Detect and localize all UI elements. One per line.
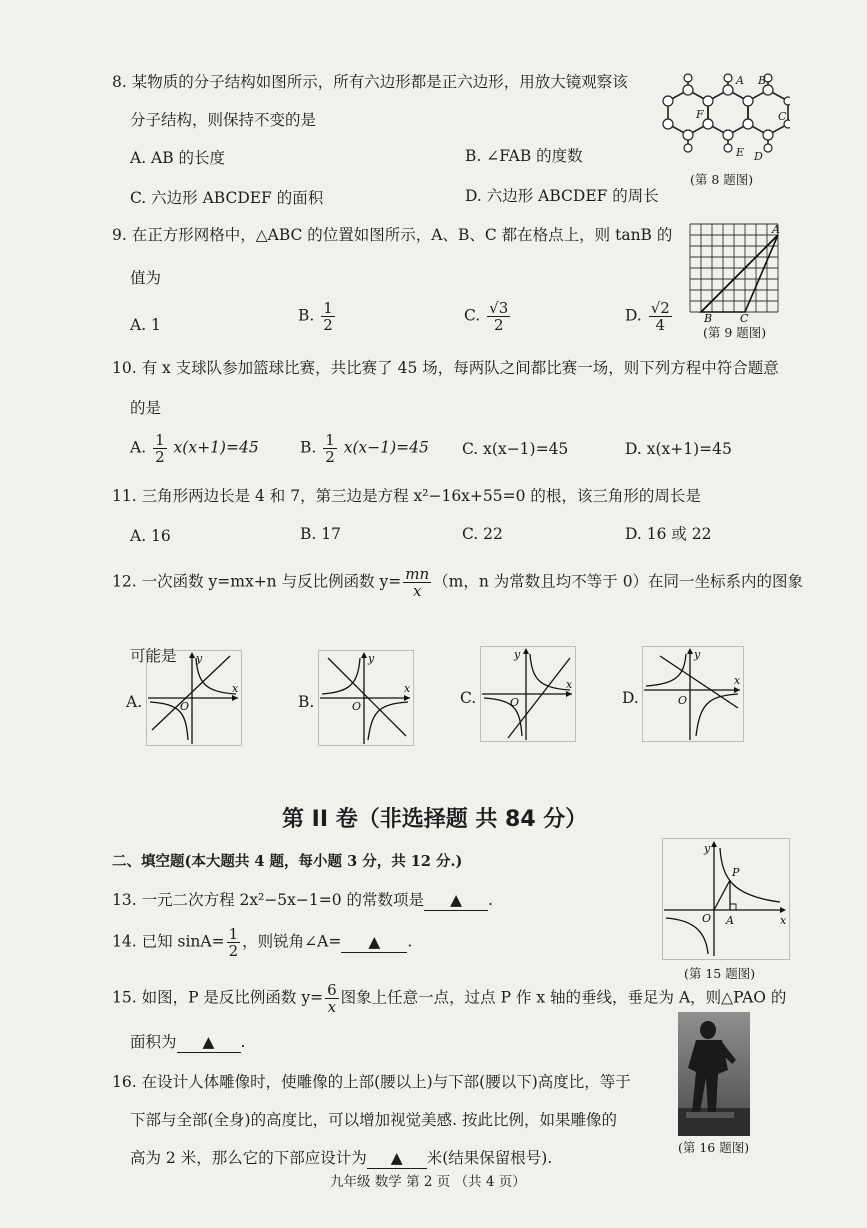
- q9-option-c-fraction: $\frac{√3}{2}$: [489, 299, 509, 334]
- q14-stem: 14. 已知 sinA= $\frac{1}{2}$ ，则锐角∠A= ▲ .: [112, 925, 413, 960]
- q8-label-f: F: [696, 108, 704, 121]
- q9-label-b: B: [704, 312, 713, 325]
- q12-c-x: x: [566, 678, 573, 691]
- q12-stem-line2: 可能是: [130, 647, 177, 665]
- q12-d-y: y: [694, 648, 701, 661]
- q8-label-c: C: [778, 110, 787, 123]
- q9-stem-line1: 9. 在正方形网格中，△ABC 的位置如图所示，A、B、C 都在格点上，则 tanB 的: [112, 226, 673, 244]
- q15-caption: (第 15 题图): [684, 966, 756, 981]
- q15-stem-line1: 15. 如图，P 是反比例函数 y= $\frac{6}{x}$ 图象上任意一点，过点 P 作 x 轴的垂线，垂足为 A，则△PAO 的: [112, 981, 787, 1016]
- q16-stem-line3: 高为 2 米，那么它的下部应设计为 ▲ 米(结果保留根号).: [130, 1149, 553, 1167]
- q16-stem-line1: 16. 在设计人体雕像时，使雕像的上部(腰以上)与下部(腰以下)高度比，等于: [112, 1073, 631, 1091]
- q12-d-origin: O: [678, 694, 688, 707]
- q8-caption: (第 8 题图): [690, 172, 754, 187]
- q15-label-y: y: [704, 842, 711, 855]
- q12-option-d-label: D.: [622, 689, 639, 707]
- q12-c-origin: O: [510, 696, 520, 709]
- q10-stem-line1: 10. 有 x 支球队参加篮球比赛，共比赛了 45 场，每两队之间都比赛一场，则下列方程中符合题意: [112, 359, 779, 377]
- q8-label-d: D: [754, 150, 763, 163]
- q12-stem-line1: 12. 一次函数 y=mx+n 与反比例函数 y= $\frac{mn}{x}$ （m，n 为常数且均不等于 0）在同一坐标系内的图象: [112, 565, 804, 600]
- q12-a-origin: O: [180, 700, 190, 713]
- q11-option-c: C. 22: [462, 525, 503, 543]
- q16-stem-line2: 下部与全部(全身)的高度比，可以增加视觉美感. 按此比例，如果雕像的: [130, 1111, 617, 1129]
- q9-option-a: A. 1: [130, 316, 161, 334]
- q10-option-b-fraction: $\frac{1}{2}$: [325, 431, 335, 466]
- q10-option-d: D. x(x+1)=45: [625, 440, 732, 458]
- q15-graph-figure: [662, 838, 790, 960]
- q12-c-y: y: [514, 648, 521, 661]
- q8-option-c: C. 六边形 ABCDEF 的面积: [130, 189, 324, 207]
- q15-fraction: $\frac{6}{x}$: [327, 981, 337, 1016]
- q12-a-x: x: [232, 682, 239, 695]
- q14-answer-blank[interactable]: ▲: [341, 932, 407, 953]
- q16-caption: (第 16 题图): [678, 1140, 750, 1155]
- page-footer: 九年级 数学 第 2 页 （共 4 页）: [330, 1174, 526, 1190]
- q8-label-a: A: [736, 74, 744, 87]
- q11-option-d: D. 16 或 22: [625, 525, 712, 543]
- q11-option-a: A. 16: [130, 527, 171, 545]
- q12-graph-c: [480, 646, 576, 742]
- q15-answer-blank[interactable]: ▲: [177, 1032, 241, 1053]
- q9-grid-figure: [688, 222, 786, 326]
- q15-stem-line2: 面积为 ▲ .: [130, 1033, 246, 1051]
- q9-option-b: B. $\frac{1}{2}$: [298, 299, 333, 334]
- q14-fraction: $\frac{1}{2}$: [228, 925, 239, 960]
- q9-option-d: D. $\frac{√2}{4}$: [625, 299, 670, 334]
- q12-graph-b: [318, 650, 414, 746]
- q12-b-y: y: [368, 652, 375, 665]
- q13-stem: 13. 一元二次方程 2x²−5x−1=0 的常数项是 ▲ .: [112, 891, 493, 909]
- q8-stem-line2: 分子结构，则保持不变的是: [130, 111, 317, 129]
- q11-option-b: B. 17: [300, 525, 341, 543]
- q8-option-d: D. 六边形 ABCDEF 的周长: [465, 187, 659, 205]
- q12-b-origin: O: [352, 700, 362, 713]
- q12-option-a-label: A.: [126, 693, 143, 711]
- q16-answer-blank[interactable]: ▲: [367, 1148, 427, 1169]
- q8-option-a: A. AB 的长度: [130, 149, 226, 167]
- q10-option-c: C. x(x−1)=45: [462, 440, 569, 458]
- q10-option-a: A. $\frac{1}{2}$ x(x+1)=45: [130, 431, 259, 466]
- q15-label-o: O: [702, 912, 712, 925]
- q12-d-x: x: [734, 674, 741, 687]
- q8-molecule-figure: [650, 70, 790, 170]
- q15-label-p: P: [732, 866, 740, 879]
- q13-answer-blank[interactable]: ▲: [424, 890, 488, 911]
- q8-option-b: B. ∠FAB 的度数: [465, 147, 583, 165]
- q12-graph-d: [642, 646, 744, 742]
- q8-stem-line1: 8. 某物质的分子结构如图所示，所有六边形都是正六边形，用放大镜观察该: [112, 73, 628, 91]
- q12-option-c-label: C.: [460, 689, 477, 707]
- q9-label-c: C: [740, 312, 749, 325]
- section-title: 第 II 卷（非选择题 共 84 分）: [282, 807, 588, 832]
- q12-graph-a: [146, 650, 242, 746]
- q9-option-b-fraction: $\frac{1}{2}$: [323, 299, 333, 334]
- q10-option-b: B. $\frac{1}{2}$ x(x−1)=45: [300, 431, 429, 466]
- q11-stem: 11. 三角形两边长是 4 和 7，第三边是方程 x²−16x+55=0 的根，该三角形的周长是: [112, 487, 701, 505]
- q12-a-y: y: [196, 652, 203, 665]
- q9-stem-line2: 值为: [130, 269, 162, 287]
- q10-option-a-fraction: $\frac{1}{2}$: [155, 431, 165, 466]
- q10-stem-line2: 的是: [130, 399, 162, 417]
- q9-option-c: C. $\frac{√3}{2}$: [464, 299, 509, 334]
- q8-label-e: E: [736, 146, 745, 159]
- fill-in-heading: 二、填空题(本大题共 4 题，每小题 3 分，共 12 分.): [112, 853, 463, 870]
- q15-label-a: A: [726, 914, 734, 927]
- q15-label-x: x: [780, 914, 787, 927]
- q16-statue-photo: [678, 1012, 750, 1136]
- q9-label-a: A: [772, 223, 780, 236]
- q12-option-b-label: B.: [298, 693, 315, 711]
- q12-b-x: x: [404, 682, 411, 695]
- q8-label-b: B: [758, 74, 767, 87]
- q12-fraction: $\frac{mn}{x}$: [405, 565, 430, 600]
- q9-option-d-fraction: $\frac{√2}{4}$: [650, 299, 670, 334]
- q9-caption: (第 9 题图): [703, 325, 767, 340]
